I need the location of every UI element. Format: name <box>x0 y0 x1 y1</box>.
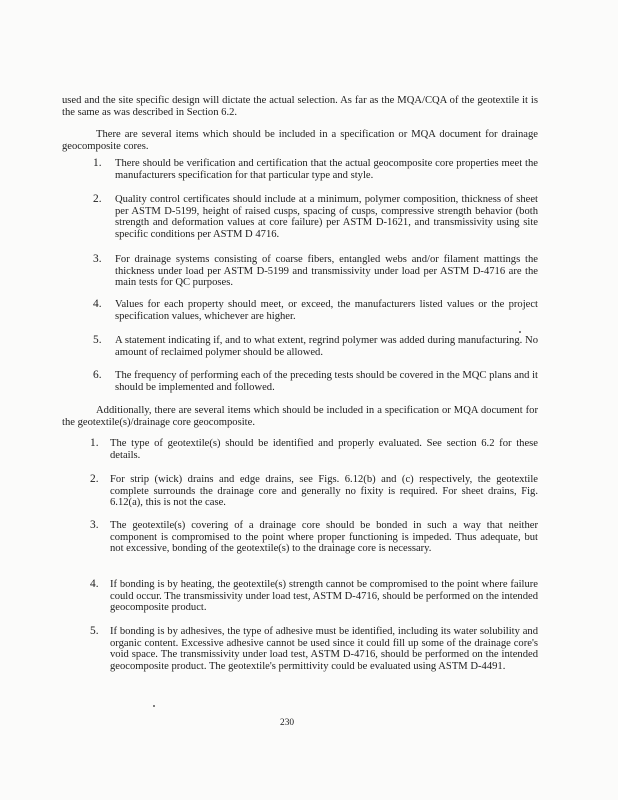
list-item-text: A statement indicating if, and to what extent, regrind polymer was added during manufacturing. No amount of reclaimed polymer should be allowed. <box>115 335 538 358</box>
list-item <box>90 520 538 568</box>
list-item <box>93 194 538 242</box>
list-number: 5. <box>90 625 99 637</box>
list-number: 5. <box>93 334 102 346</box>
list-number: 1. <box>90 437 99 449</box>
scan-speck <box>519 331 521 333</box>
list-item-text: There should be verification and certification that the actual geocomposite core properties meet the manufacturers specification for that particular type and style. <box>115 158 538 181</box>
list-number: 6. <box>93 369 102 381</box>
list-number: 2. <box>90 473 99 485</box>
list-number: 3. <box>90 519 99 531</box>
paragraph-drainage-cores: There are several items which should be included in a specification or MQA document for drainage geocomposite cores. <box>62 129 538 152</box>
list-item <box>90 579 538 615</box>
list-item-text: The geotextile(s) covering of a drainage core should be bonded in such a way that neither component is compromised to the point where proper functioning is impeded. Thus adequate, but not excessive, bonding of the geotextile(s) to the drainage core is necessary. <box>110 520 538 555</box>
list-item <box>90 626 538 686</box>
list-item-text: For strip (wick) drains and edge drains, see Figs. 6.12(b) and (c) respectively, the geotextile complete surrounds the drainage core and generally no fixity is required. For sheet drains, Fig. 6.12(a), this is not the case. <box>110 474 538 509</box>
list-number: 4. <box>93 298 102 310</box>
list-item <box>90 438 538 462</box>
list-item-text: If bonding is by heating, the geotextile(s) strength cannot be compromised to the point where failure could occur. The transmissivity under load test, ASTM D-4716, should be performed on the intended geocomposite product. <box>110 579 538 614</box>
list-item-text: Values for each property should meet, or exceed, the manufacturers listed values or the project specification values, whichever are higher. <box>115 299 538 322</box>
list-item-text: If bonding is by adhesives, the type of adhesive must be identified, including its water solubility and organic content. Excessive adhesive cannot be used since it could fill up some of the drainage core's void space. The transmissivity under load test, ASTM D-4716, should be performed on the intended geocomposite product. The geotextile's permittivity could be evaluated using ASTM D-4491. <box>110 626 538 672</box>
list-number: 1. <box>93 157 102 169</box>
paragraph-geotextile-core: Additionally, there are several items which should be included in a specification or MQA document for the geotextile(s)/drainage core geocomposite. <box>62 405 538 428</box>
list-item <box>90 474 538 510</box>
list-item <box>93 370 538 394</box>
list-item <box>93 335 538 359</box>
list-item <box>93 158 538 182</box>
list-item <box>93 254 538 290</box>
list-item-text: Quality control certificates should include at a minimum, polymer composition, thickness of sheet per ASTM D-5199, height of raised cusps, spacing of cusps, compressive strength behavior (both strength and deformation values at core failure) per ASTM D-1621, and transmissivity using site specific conditions per ASTM D 4716. <box>115 194 538 240</box>
list-number: 2. <box>93 193 102 205</box>
list-item-text: For drainage systems consisting of coarse fibers, entangled webs and/or filament mattings the thickness under load per ASTM D-5199 and transmissivity under load per ASTM D-4716 are the main tests for QC purposes. <box>115 254 538 289</box>
list-item-text: The type of geotextile(s) should be identified and properly evaluated. See section 6.2 for these details. <box>110 438 538 461</box>
list-number: 3. <box>93 253 102 265</box>
scan-speck <box>153 705 155 707</box>
intro-paragraph: used and the site specific design will dictate the actual selection. As far as the MQA/CQA of the geotextile it is the same as was described in Section 6.2. <box>62 95 538 118</box>
list-number: 4. <box>90 578 99 590</box>
list-item-text: The frequency of performing each of the preceding tests should be covered in the MQC plans and it should be implemented and followed. <box>115 370 538 393</box>
list-item <box>93 299 538 323</box>
page-number: 230 <box>280 718 295 728</box>
